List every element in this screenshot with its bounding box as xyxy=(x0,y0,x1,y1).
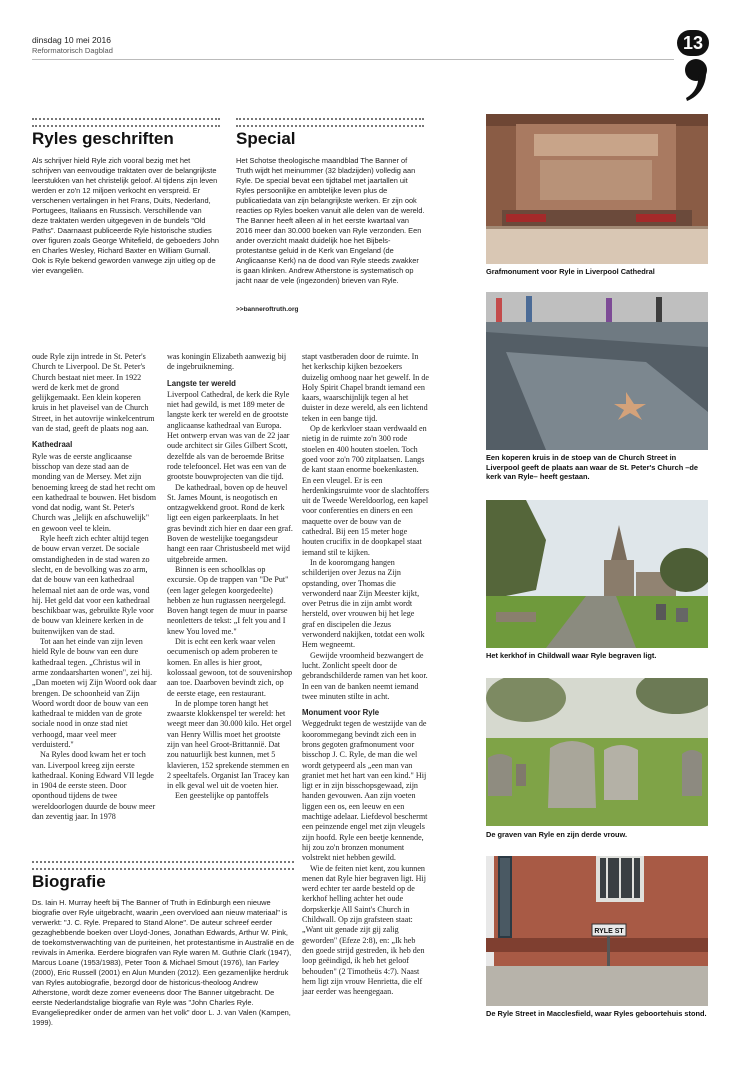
article-paragraph: Een geestelijke op pantoffels xyxy=(175,791,269,801)
photo-ryle-graves xyxy=(486,678,708,826)
ryles-geschriften-body: Als schrijver hield Ryle zich vooral bezig met het schrijven van eenvoudige traktaten over de belangrijkste leerstukken van het christelijk geloof. Al tijdens zijn leven werden er zo'n 12 miljoen verkocht en verspreid. Er verschenen vertalingen in het Frans, Duits, Nederland, Portugees, Italiaans en Russisch. Verschillende van deze traktaten werden uitgegeven in de bundels "Old Paths". Daarnaast publiceerde Ryle historische studies over figuren zoals George Whitefield, de geboeders John en Charles Wesley, Richard Baxter en William Gurnall. Ook is Ryle bekend geworden vanwege zijn uitleg op de vier evangeliën. xyxy=(32,156,219,275)
banner-of-truth-link[interactable]: >>banneroftruth.org xyxy=(236,306,299,313)
article-paragraph: De kathedraal, boven op de heuvel St. James Mount, is neogotisch en ontzagwekkend groot. Rond de kerk ligt een eigen parkeerplaats. In het gras bevindt zich hier en daar een graf. Boven de westelijke toegangsdeur hangt een raar Christusbeeld met wijd uitgebreide armen. xyxy=(167,482,293,564)
section-divider xyxy=(236,118,424,127)
article-paragraph: Wie de feiten niet kent, zou kunnen menen dat Ryle hier begraven ligt. Hij werd echter ter aarde besteld op de kerkhof helling achter het oude dorpskerkje All Saint's Church in Childwall. Op zijn grafsteen staat: „Want uit genade zijt gij zalig geworden" (Efeze 2:8), en: „Ik heb den goede strijd gestreden, ik heb den loop geëindigd, ik heb het geloof behouden" (2 Timotheüs 4:7). Naast hem ligt zijn vrouw Henrietta, die elf jaar eerder was heengegaan. xyxy=(302,863,426,997)
article-paragraph: Binnen is een schoolklas op excursie. Op de trappen van "De Put" (een lager gelegen koorgedeelte) hebben ze hun rugtassen neergelegd. Boven hangt tegen de muur in paarse neonletters de tekst: „I felt you and I knew You loved me." xyxy=(167,564,289,636)
article-paragraph: Ryle was de eerste anglicaanse bisschop van deze stad aan de monding van de Mersey. Met zijn benoeming kreeg de stad het recht om een kathedraal te bouwen. Het bisdom vond dat nodig, want St. Peter's Church was „lelijk en afschuwelijk" en gewoon veel te klein. xyxy=(32,451,157,533)
biografie-title: Biografie xyxy=(32,872,106,891)
article-paragraph: was koningin Elizabeth aanwezig bij de ingebruikneming. xyxy=(167,352,287,372)
article-paragraph: stapt vastberaden door de ruimte. In het kerkschip kijken bezoekers duizelig omhoog naar het gewelf. In de Holy Spirit Chapel brandt iemand een kaars, waarschijnlijk tegen al het duister in deze wereld, als een lichtend teken in een bange tijd. xyxy=(302,352,429,423)
special-title: Special xyxy=(236,129,296,148)
section-divider xyxy=(32,118,220,127)
publication-name: Reformatorisch Dagblad xyxy=(32,46,113,55)
article-paragraph: Gewijde vroomheid bezwangert de lucht. Zonlicht speelt door de gebrandschilderde ramen van het koor. In een van de banken neemt iemand twee minuten stilte in acht. xyxy=(302,650,428,701)
header-rule xyxy=(32,59,674,60)
article-column-1 xyxy=(32,352,158,822)
biografie-body: Ds. Iain H. Murray heeft bij The Banner of Truth in Edinburgh een nieuwe biografie over Ryle uitgebracht, waarin „een overvloed aan nieuw materiaal" is verwerkt: "J. C. Ryle. Prepared to Stand Alone". De auteur schreef eerder gezaghebbende boeken over Lloyd-Jones, Jonathan Edwards, Arthur W. Pink, de toekomstverwachting van de puriteinen, het protestantisme in Australië en de revivals in Amerika. Eerdere biografen van Ryle waren M. Guthrie Clark (1947), Marcus Loane (1953/1983), Peter Toon & Michael Smout (1976), Ian Farley (2000), Eric Russell (2001) en Alun Munden (2012). Een gezamenlijke herdruk van Ryles autobiografie, bezorgd door de historicus-theoloog Andrew Atherstone, wordt deze zomer eveneens door The Banner uitgebracht. De eerste Nederlandstalige biografie van Ryle was "John Charles Ryle. Evangelieprediker onder de armen van het volk" door L. J. van Valen (Kampen, 1999). xyxy=(32,898,295,1027)
article-paragraph: Liverpool Cathedral, de kerk die Ryle niet had gewild, is met 189 meter de langste kerk ter wereld en de grootste anglicaanse kathedraal van Europa. Het ontwerp ervan was van de 22 jaar oude architect sir Giles Gilbert Scott, dezelfde als van de beroemde Britse rode telefooncel. Het was een van de grootste bouwprojecten van die tijd. xyxy=(167,389,290,482)
photo-childwall-churchyard xyxy=(486,500,708,648)
photo-ryle-street xyxy=(486,856,708,1006)
section-divider xyxy=(32,861,294,870)
photo-caption: De Ryle Street in Macclesfield, waar Ryles geboortehuis stond. xyxy=(486,1009,707,1018)
article-paragraph: Weggedrukt tegen de westzijde van de koorommegang bevindt zich een in brons gegoten grafmonument voor bisschop J. C. Ryle, de man die wel wordt getypeerd als „een man van graniet met het hart van een kind." Hij ligt er in zijn bisschopsgewaad, zijn handen gevouwen. Aan zijn voeten liggen een os, een leeuw en een machtige adelaar. Liefdevol beschermt een peinzende engel met zijn vleugels zijn hoofd. Ryle een beetje kennende, hij zou zo'n bronzen monument volstrekt niet hebben gewild. xyxy=(302,719,428,863)
photo-caption: Grafmonument voor Ryle in Liverpool Cathedral xyxy=(486,267,655,276)
article-column-2 xyxy=(167,352,293,802)
article-subheading: Monument voor Ryle xyxy=(302,708,380,718)
article-paragraph: Na Ryles dood kwam het er toch van. Liverpool kreeg zijn eerste kathedraal. Koning Edward VII legde in 1904 de eerste steen. Door oponthoud tijdens de twee wereldoorlogen duurde de bouw meer dan zeventig jaar. In 1978 xyxy=(32,750,156,822)
article-paragraph: Dit is echt een kerk waar velen oecumenisch op adem proberen te komen. En alles is hier groot, kolossaal gewoon, tot de souvenirshop aan toe. Daarboven bevindt zich, op de eerste etage, een restaurant. xyxy=(167,637,293,698)
photo-caption: Een koperen kruis in de stoep van de Church Street in Liverpool geeft de plaats aan waar de St. Peter's Church –de kerk van Ryle– heeft gestaan. xyxy=(486,453,699,482)
special-body: Het Schotse theologische maandblad The Banner of Truth wijdt het meinummer (32 bladzijden) volledig aan Ryle. De special bevat een tijdtabel met jaartallen uit Ryles persoonlijke en ambtelijke leven plus de publicatiedata van zijn belangrijkste werken. Er zijn ook reacties op Ryles boeken vanuit alle delen van de wereld. The Banner heeft alleen al in het eerste kwartaal van 2016 meer dan 30.000 boeken van Ryle verzonden. Een ander overzicht maakt duidelijk hoe het Bijbels-protestantse geluid in de Kerk van Engeland (de Anglicaanse Kerk) na de dood van Ryle steeds zwakker is gaan klinken. Andrew Atherstone is systematisch op jacht naar de vele (ingezonden) brieven van Ryle. xyxy=(236,156,425,285)
article-paragraph: oude Ryle zijn intrede in St. Peter's Church te Liverpool. De St. Peter's Church bestaat niet meer. In 1922 werd de kerk met de grond gelijkgemaakt. Een klein koperen kruis in het plaveisel van de Church Street, in het autovrije winkelcentrum van de stad, geeft de plaats nog aan. xyxy=(32,352,155,434)
comma-logo-icon xyxy=(684,58,708,102)
page-number-badge: 13 xyxy=(677,30,709,56)
article-column-3 xyxy=(302,352,429,997)
article-paragraph: In de kooromgang hangen schilderijen over Jezus na Zijn opstanding, over Thomas die verwonderd naar Zijn Meester kijkt, over Petrus die in zijn ambt wordt hersteld, over vrouwen bij het lege graf en discipelen die Jezus verwonderd nakijken, totdat een wolk Hem wegneemt. xyxy=(302,557,425,650)
article-subheading: Kathedraal xyxy=(32,440,73,450)
article-subheading: Langste ter wereld xyxy=(167,378,236,388)
photo-copper-cross xyxy=(486,292,708,450)
street-sign-text: RYLE ST xyxy=(594,928,624,935)
ryles-geschriften-title: Ryles geschriften xyxy=(32,129,174,148)
photo-caption: Het kerkhof in Childwall waar Ryle begraven ligt. xyxy=(486,651,657,660)
article-paragraph: Ryle heeft zich echter altijd tegen de bouw ervan verzet. De sociale omstandigheden in de stad waren zo slecht, en de bevolking was zo arm, dat de bouw van een kathedraal helemaal niet aan de orde was, vond hij. Het geld dat voor een kathedraal beschikbaar was, gebruikte Ryle voor de bouw van kleinere kerken in de buitenwijken van de stad. xyxy=(32,534,154,636)
article-paragraph: In de plompe toren hangt het zwaarste klokkenspel ter wereld: het weegt meer dan 30.000 kilo. Het orgel van Henry Willis moet het grootste zijn van heel Groot-Brittannië. Dat zou natuurlijk best kunnen, met 5 klavieren, 152 sprekende stemmen en 2 speeltafels. Organist Ian Tracey kan in elk geval wel uit de voeten hier. xyxy=(167,698,292,791)
photo-caption: De graven van Ryle en zijn derde vrouw. xyxy=(486,830,628,839)
article-paragraph: Tot aan het einde van zijn leven hield Ryle de bouw van een dure kathedraal tegen. „Christus wil in arme zondaarsharten wonen", zei hij. „Dan moeten wij Zijn Woord ook daar brengen. De schoonheid van Zijn Woord wordt door de bouw van een kathedraal te midden van de grote sociale nood in onze stad niet verhoogd, maar veel meer verduisterd." xyxy=(32,637,157,749)
issue-date: dinsdag 10 mei 2016 xyxy=(32,35,111,45)
photo-grave-monument xyxy=(486,114,708,264)
article-paragraph: Op de kerkvloer staan verdwaald en nietig in de ruimte zo'n 300 rode stoelen en 400 houten stoelen. Toch goed voor zo'n 700 zitplaatsen. Langs de kant staan enorme boekenkasten. En een vleugel. Er is een herdenkingsruimte voor de slachtoffers uit de Tweede Wereldoorlog, een kapel voor conferenties en diners en een maquette over de bouw van de cathedral. Bij een 15 meter hoge houten crucifix in de doopkapel staat iemand stil te kijken. xyxy=(302,424,429,557)
